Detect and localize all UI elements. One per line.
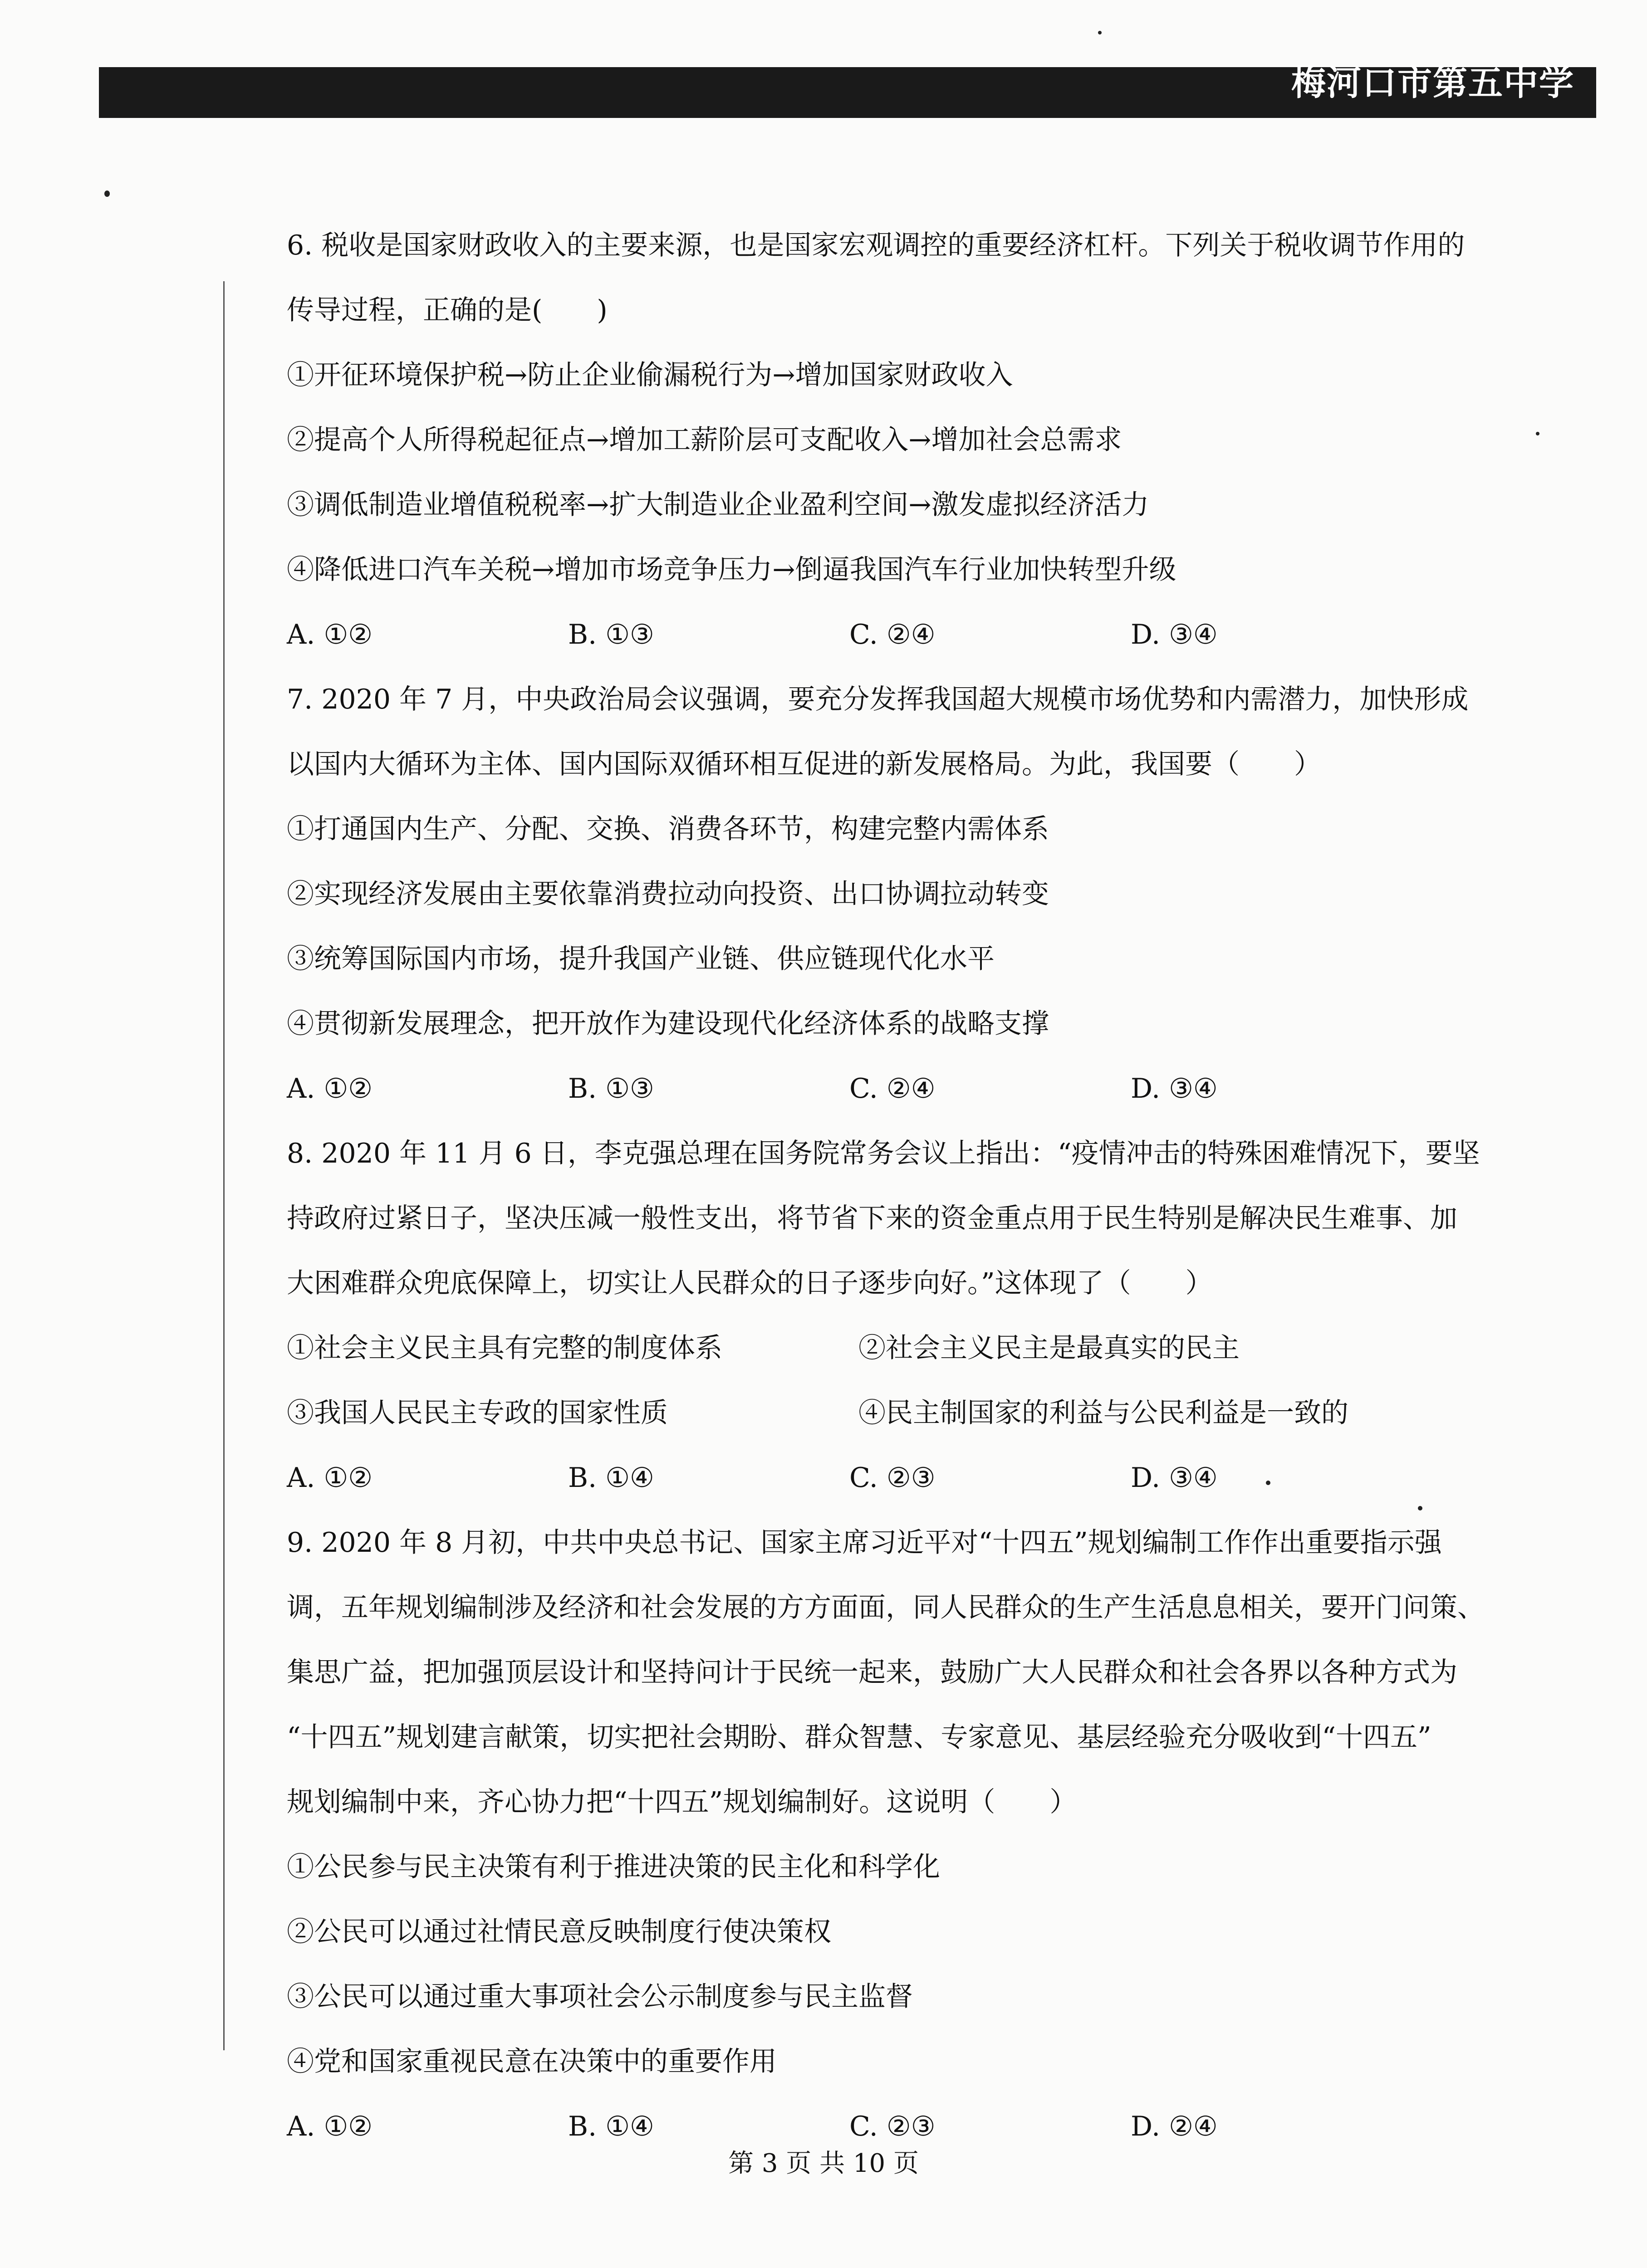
question-6: [287, 213, 1539, 667]
option-d: D. ③④: [1131, 619, 1218, 650]
question-stem-line: 集思广益，把加强顶层设计和坚持问计于民统一起来，鼓励广大人民群众和社会各界以各种方式为: [287, 1657, 1457, 1688]
margin-rule: [223, 281, 225, 2050]
option-b: B. ①③: [568, 619, 654, 650]
question-stem-line: “十四五”规划建言献策，切实把社会期盼、群众智慧、专家意见、基层经验充分吸收到“十四五”: [287, 1721, 1431, 1753]
question-stem-line: 9. 2020 年 8 月初，中共中央总书记、国家主席习近平对“十四五”规划编制工作作出重要指示强: [287, 1527, 1442, 1559]
question-stem-line: 传导过程，正确的是( ): [287, 294, 608, 326]
statement: ③我国人民民主专政的国家性质: [287, 1397, 668, 1429]
statement: ①公民参与民主决策有利于推进决策的民主化和科学化: [287, 1851, 940, 1883]
option-c: C. ②④: [849, 619, 936, 650]
statement-pair: [287, 1316, 1539, 1381]
option-a: A. ①②: [287, 2111, 373, 2142]
statement: ④贯彻新发展理念，把开放作为建设现代化经济体系的战略支撑: [287, 1008, 1049, 1040]
statement: ②公民可以通过社情民意反映制度行使决策权: [287, 1916, 831, 1948]
option-b: B. ①④: [568, 1462, 654, 1494]
statement: ②社会主义民主是最真实的民主: [858, 1332, 1240, 1364]
statement: ①打通国内生产、分配、交换、消费各环节，构建完整内需体系: [287, 813, 1049, 845]
scan-speck: [1098, 31, 1102, 34]
option-c: C. ②③: [849, 2111, 936, 2142]
school-name: 梅河口市第五中学: [1291, 63, 1574, 103]
option-a: A. ①②: [287, 619, 373, 650]
statement: ④民主制国家的利益与公民利益是一致的: [858, 1397, 1348, 1429]
question-stem-line: 以国内大循环为主体、国内国际双循环相互促进的新发展格局。为此，我国要（ ）: [287, 748, 1321, 780]
statement: ①社会主义民主具有完整的制度体系: [287, 1332, 722, 1364]
option-b: B. ①④: [568, 2111, 654, 2142]
option-d: D. ②④: [1131, 2111, 1218, 2142]
statement: ④降低进口汽车关税→增加市场竞争压力→倒逼我国汽车行业加快转型升级: [287, 554, 1176, 586]
question-stem-line: 7. 2020 年 7 月，中央政治局会议强调，要充分发挥我国超大规模市场优势和内需潜力，加快形成: [287, 684, 1469, 715]
questions-content: [287, 213, 1539, 2159]
option-d: D. ③④: [1131, 1462, 1218, 1494]
statement: ④党和国家重视民意在决策中的重要作用: [287, 2046, 777, 2077]
question-9: [287, 1510, 1539, 2159]
question-stem-line: 规划编制中来，齐心协力把“十四五”规划编制好。这说明（ ）: [287, 1786, 1077, 1818]
question-stem-line: 6. 税收是国家财政收入的主要来源，也是国家宏观调控的重要经济杠杆。下列关于税收调节作用的: [287, 230, 1465, 261]
statement: ①开征环境保护税→防止企业偷漏税行为→增加国家财政收入: [287, 359, 1013, 391]
answer-options: [287, 602, 1539, 667]
question-stem-line: 持政府过紧日子，坚决压减一般性支出，将节省下来的资金重点用于民生特别是解决民生难事、加: [287, 1202, 1457, 1234]
option-c: C. ②③: [849, 1462, 936, 1494]
option-c: C. ②④: [849, 1073, 936, 1105]
statement: ②提高个人所得税起征点→增加工薪阶层可支配收入→增加社会总需求: [287, 424, 1122, 456]
statement: ③公民可以通过重大事项社会公示制度参与民主监督: [287, 1981, 913, 2013]
statement: ②实现经济发展由主要依靠消费拉动向投资、出口协调拉动转变: [287, 878, 1049, 910]
answer-options: [287, 1446, 1539, 1510]
option-a: A. ①②: [287, 1073, 373, 1105]
answer-options: [287, 1056, 1539, 1121]
page-number: 第 3 页 共 10 页: [728, 2149, 919, 2178]
statement-pair: [287, 1381, 1539, 1446]
question-stem-line: 调，五年规划编制涉及经济和社会发展的方方面面，同人民群众的生产生活息息相关，要开门问策、: [287, 1592, 1485, 1623]
option-a: A. ①②: [287, 1462, 373, 1494]
question-8: [287, 1121, 1539, 1510]
question-stem-line: 8. 2020 年 11 月 6 日，李克强总理在国务院常务会议上指出：“疫情冲击的特殊困难情况下，要坚: [287, 1138, 1480, 1169]
option-d: D. ③④: [1131, 1073, 1218, 1105]
option-b: B. ①③: [568, 1073, 654, 1105]
scan-speck: [104, 191, 110, 197]
question-stem-line: 大困难群众兜底保障上，切实让人民群众的日子逐步向好。”这体现了（ ）: [287, 1267, 1213, 1299]
statement: ③调低制造业增值税税率→扩大制造业企业盈利空间→激发虚拟经济活力: [287, 489, 1149, 521]
question-7: [287, 667, 1539, 1121]
statement: ③统筹国际国内市场，提升我国产业链、供应链现代化水平: [287, 943, 995, 975]
